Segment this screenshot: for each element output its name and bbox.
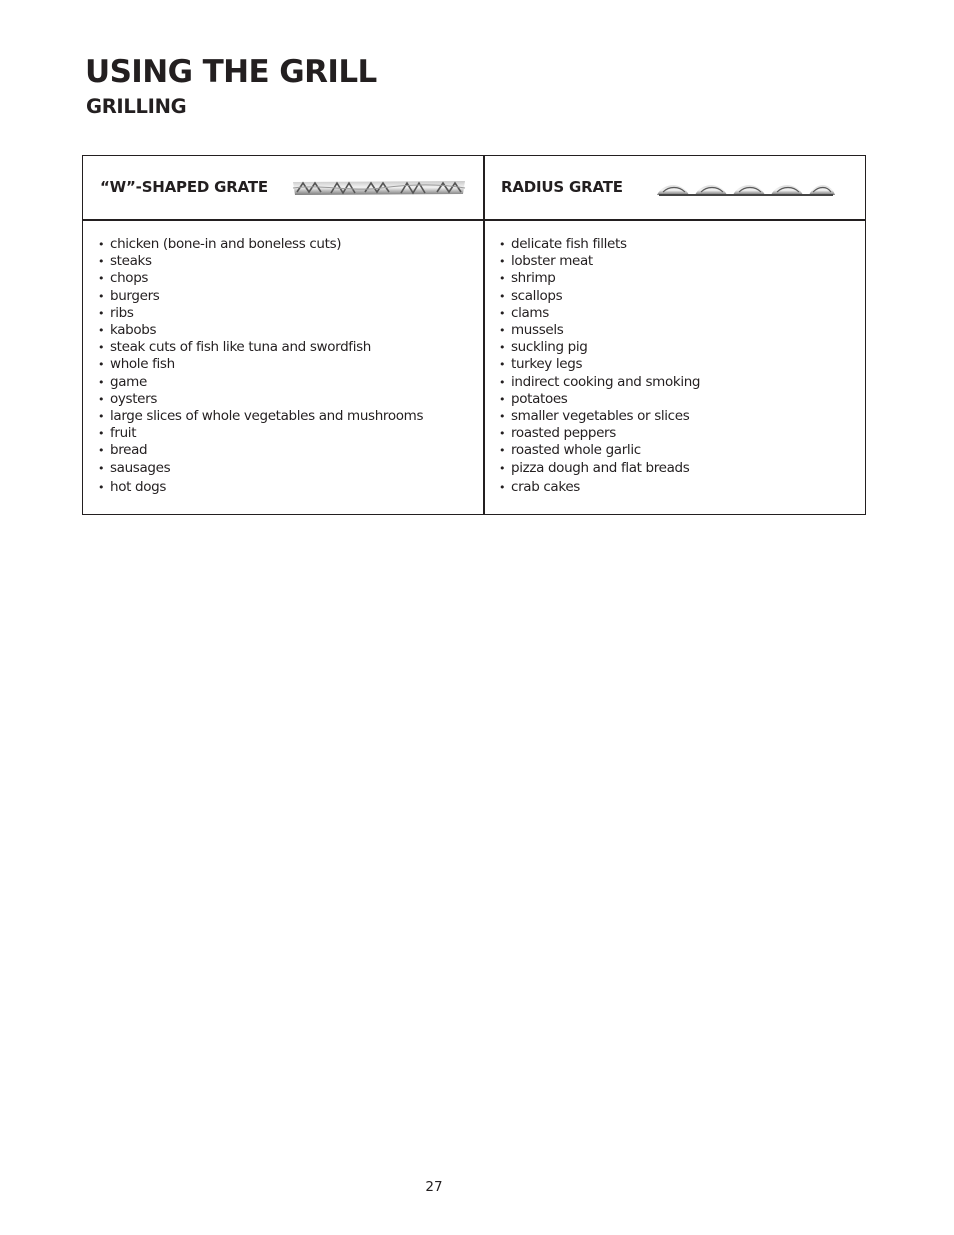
grate-table — [82, 155, 866, 515]
w-shaped-grate-image — [291, 178, 467, 198]
list-item — [497, 322, 700, 339]
list-item — [96, 391, 423, 408]
list-item-text: fruit — [110, 425, 137, 442]
bullet: • — [98, 410, 105, 424]
bullet: • — [499, 480, 506, 494]
bullet: • — [98, 392, 105, 406]
list-item-text: bread — [110, 442, 148, 459]
list-item-text: steak cuts of fish like tuna and swordfish — [110, 339, 372, 356]
list-item — [96, 356, 423, 373]
list-item-text: whole fish — [110, 356, 175, 373]
section-title: GRILLING — [86, 95, 187, 118]
page-number: 27 — [425, 1179, 443, 1195]
list-item — [96, 305, 423, 322]
list-item — [497, 305, 700, 322]
list-item — [497, 356, 700, 373]
radius-grate-food-list — [497, 236, 700, 496]
list-item-text: chicken (bone-in and boneless cuts) — [110, 236, 342, 252]
list-item — [96, 479, 423, 496]
page-title: USING THE GRILL — [85, 54, 377, 90]
bullet: • — [499, 461, 506, 475]
list-item-text: shrimp — [511, 270, 556, 287]
bullet: • — [98, 341, 105, 355]
bullet: • — [98, 461, 105, 475]
list-item — [497, 236, 700, 253]
bullet: • — [98, 289, 105, 303]
list-item-text: suckling pig — [511, 339, 588, 356]
bullet: • — [98, 238, 105, 251]
list-item-text: lobster meat — [511, 253, 593, 270]
list-item-text: scallops — [511, 287, 563, 304]
list-item — [497, 270, 700, 287]
radius-grate-header: RADIUS GRATE — [501, 178, 623, 196]
list-item — [497, 374, 700, 391]
list-item — [96, 270, 423, 287]
list-item — [96, 408, 423, 425]
list-item — [497, 425, 700, 442]
list-item — [497, 288, 700, 305]
list-item-text: potatoes — [511, 390, 568, 407]
list-item — [96, 253, 423, 270]
bullet: • — [499, 358, 506, 372]
list-item — [96, 236, 423, 253]
bullet: • — [499, 444, 506, 458]
bullet: • — [499, 427, 506, 441]
bullet: • — [499, 392, 506, 406]
w-shaped-grate-food-list — [96, 236, 423, 496]
bullet: • — [98, 358, 105, 372]
list-item — [96, 339, 423, 356]
list-item — [497, 408, 700, 425]
list-item-text: clams — [511, 304, 549, 321]
list-item — [96, 374, 423, 391]
list-item-text: game — [110, 373, 147, 390]
list-item — [497, 339, 700, 356]
bullet: • — [98, 444, 105, 458]
bullet: • — [499, 410, 506, 424]
list-item-text: smaller vegetables or slices — [511, 408, 690, 425]
bullet: • — [98, 375, 105, 389]
header-divider — [83, 219, 865, 221]
radius-grate-image — [655, 178, 837, 198]
bullet: • — [499, 375, 506, 389]
bullet: • — [499, 238, 506, 251]
list-item — [96, 425, 423, 442]
list-item-text: large slices of whole vegetables and mushrooms — [110, 408, 424, 425]
list-item-text: hot dogs — [110, 478, 167, 495]
list-item — [497, 479, 700, 496]
bullet: • — [98, 480, 105, 494]
bullet: • — [499, 341, 506, 355]
bullet: • — [98, 324, 105, 338]
list-item-text: turkey legs — [511, 356, 583, 373]
list-item-text: ribs — [110, 304, 134, 321]
list-item-text: mussels — [511, 322, 564, 339]
bullet: • — [499, 289, 506, 303]
list-item — [497, 460, 700, 477]
list-item-text: steaks — [110, 253, 152, 270]
bullet: • — [499, 272, 506, 286]
list-item-text: crab cakes — [511, 478, 580, 495]
list-item-text: sausages — [110, 459, 171, 476]
list-item-text: pizza dough and flat breads — [511, 459, 690, 476]
column-divider — [483, 156, 485, 514]
list-item — [96, 460, 423, 477]
bullet: • — [98, 306, 105, 320]
bullet: • — [499, 255, 506, 269]
list-item-text: indirect cooking and smoking — [511, 373, 701, 390]
list-item-text: chops — [110, 270, 149, 287]
w-shaped-grate-header: “W”-SHAPED GRATE — [100, 178, 268, 196]
bullet: • — [98, 272, 105, 286]
bullet: • — [499, 306, 506, 320]
list-item — [497, 391, 700, 408]
bullet: • — [499, 324, 506, 338]
list-item — [96, 288, 423, 305]
list-item — [96, 442, 423, 459]
list-item — [497, 442, 700, 459]
list-item — [497, 253, 700, 270]
bullet: • — [98, 255, 105, 269]
list-item — [96, 322, 423, 339]
list-item-text: burgers — [110, 287, 160, 304]
list-item-text: roasted peppers — [511, 425, 616, 442]
list-item-text: roasted whole garlic — [511, 442, 641, 459]
list-item-text: kabobs — [110, 322, 157, 339]
list-item-text: delicate fish fillets — [511, 236, 627, 252]
bullet: • — [98, 427, 105, 441]
list-item-text: oysters — [110, 390, 158, 407]
